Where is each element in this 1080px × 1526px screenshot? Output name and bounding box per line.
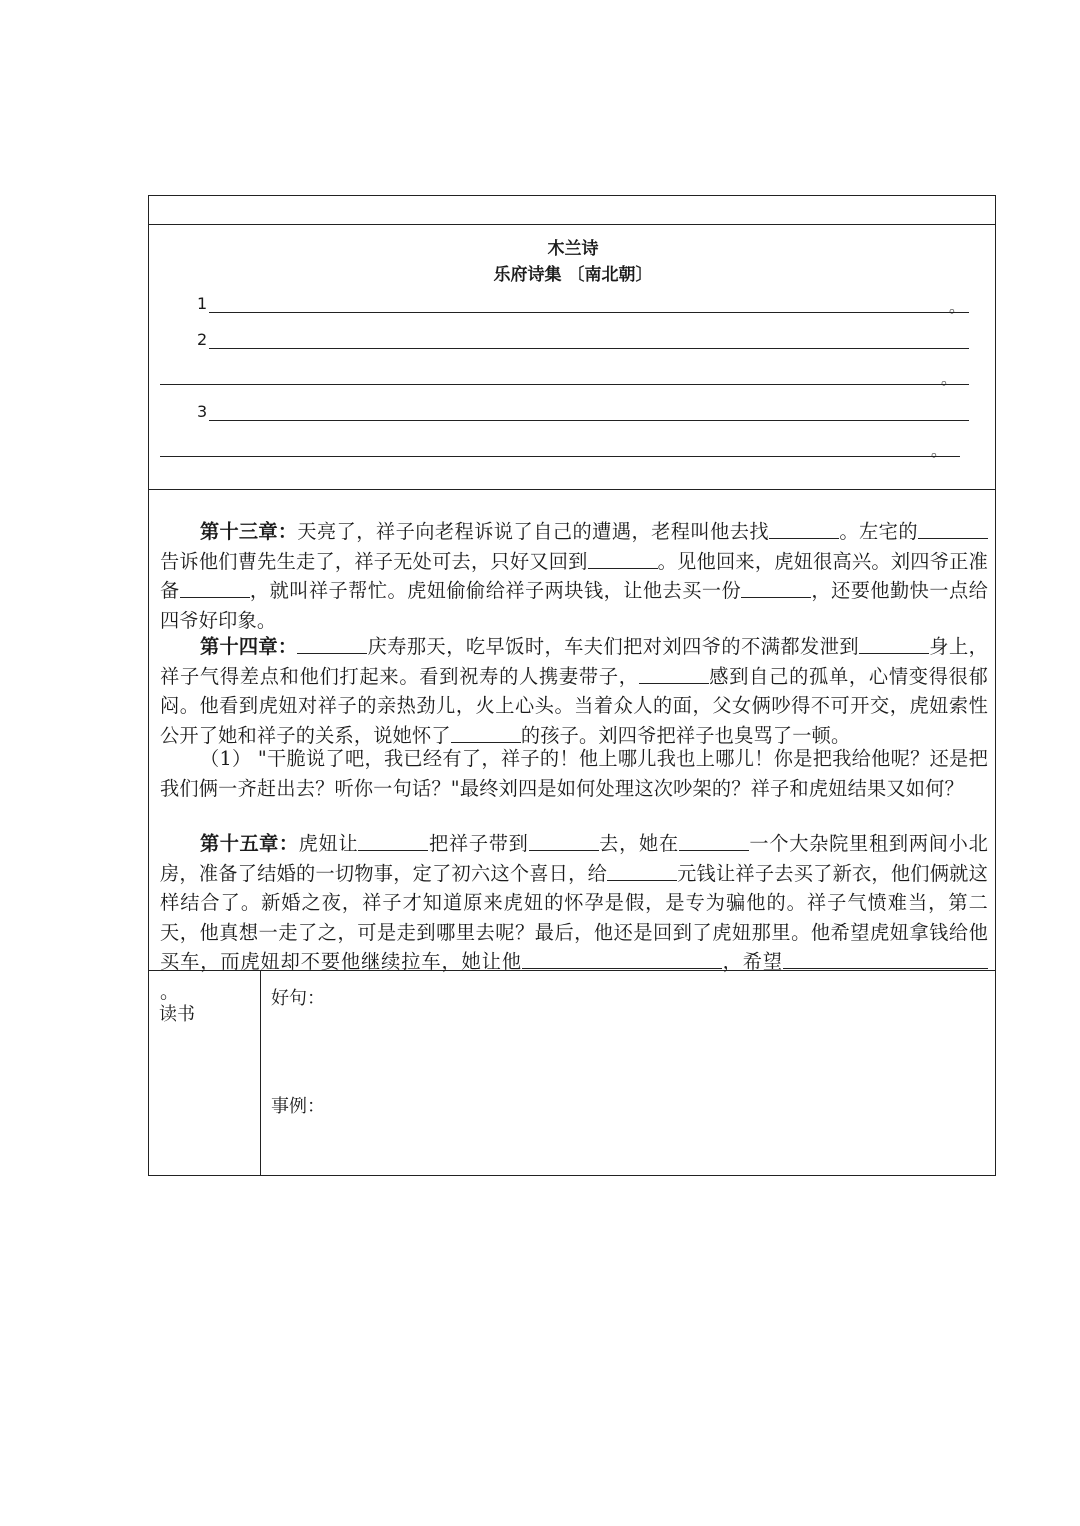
fill-blank[interactable] (529, 832, 599, 851)
poem-source: 乐府诗集 〔南北朝〕 (493, 265, 653, 285)
fill-blank[interactable] (679, 832, 749, 851)
paragraph-text: 的孩子。刘四爷把祥子也臭骂了一顿。 (520, 723, 851, 747)
fill-blank[interactable] (522, 950, 722, 969)
paragraph-text: ，还要他勤快一点给四爷好印象。 (160, 579, 988, 632)
chapter-heading: 第十四章： (200, 635, 298, 658)
period-mark: 。 (941, 369, 958, 388)
fill-blank[interactable] (741, 579, 811, 598)
chapter-13-paragraph (160, 517, 988, 635)
good-sentences-label: 好句： (271, 988, 325, 1009)
examples-label: 事例： (271, 1096, 325, 1117)
fill-blank[interactable] (588, 550, 658, 569)
fill-blank[interactable] (639, 665, 709, 684)
paragraph-text: 。 (160, 979, 180, 1003)
paragraph-text: 感到自己的孤单，心情变得很郁闷。他看到虎妞对祥子的亲热劲儿，火上心头。当着众人的面，父女俩吵得不可开交，虎妞索性公开了她和祥子的关系，说她怀了 (160, 664, 988, 747)
paragraph-text: 一个大杂院里租到两间小北房，准备了结婚的一切物事，定了初六这个喜日，给 (160, 832, 989, 885)
paragraph-text: 告诉他们曹先生走了，祥子无处可去，只好又回到 (160, 549, 588, 573)
reading-label: 读书 (159, 1004, 195, 1025)
paragraph-text: 。见他回来，虎妞很高兴。刘四爷正准备 (160, 549, 988, 602)
answer-number: 1 (197, 294, 208, 313)
period-mark: 。 (949, 297, 966, 316)
fill-blank[interactable] (451, 724, 521, 743)
fill-blank[interactable] (769, 520, 839, 539)
period-mark: 。 (931, 441, 948, 460)
row-divider (149, 489, 995, 490)
fill-blank[interactable] (918, 520, 988, 539)
chapter-14-paragraph (160, 632, 988, 750)
paragraph-text: 把祥子带到 (428, 832, 529, 855)
fill-blank[interactable] (783, 950, 988, 969)
discussion-question: （1） "干脆说了吧，我已经有了，祥子的！他上哪儿我也上哪儿！你是把我给他呢？还是把我们俩一齐赶出去？听你一句话？"最终刘四是如何处理这次吵架的？祥子和虎妞结果又如何？ (160, 747, 988, 800)
chapter-heading: 第十五章： (200, 832, 299, 855)
answer-line[interactable] (160, 384, 969, 385)
paragraph-text: 庆寿那天，吃早饭时，车夫们把对刘四爷的不满都发泄到 (367, 635, 860, 658)
paragraph-text: ，希望 (721, 950, 783, 973)
fill-blank[interactable] (180, 579, 250, 598)
chapter-15-paragraph (160, 829, 988, 1006)
answer-line[interactable] (160, 456, 960, 457)
answer-number: 2 (197, 330, 208, 349)
row-divider (149, 224, 995, 225)
paragraph-text: 虎妞让 (298, 832, 359, 855)
paragraph-text: ，就叫祥子帮忙。虎妞偷偷给祥子两块钱，让他去买一份 (249, 579, 742, 602)
paragraph-text: 身上，祥子气得差点和他们打起来。看到祝寿的人携妻带子， (160, 635, 989, 688)
answer-line[interactable] (209, 312, 969, 313)
fill-blank[interactable] (358, 832, 428, 851)
poem-title: 木兰诗 (547, 239, 599, 259)
chapter-heading: 第十三章： (200, 520, 298, 543)
fill-blank[interactable] (859, 635, 929, 654)
answer-line[interactable] (209, 348, 969, 349)
paragraph-text: 。左宅的 (839, 520, 918, 543)
fill-blank[interactable] (297, 635, 367, 654)
paragraph-text: 天亮了，祥子向老程诉说了自己的遭遇，老程叫他去找 (297, 520, 770, 543)
answer-number: 3 (197, 402, 208, 421)
paragraph-text: 元钱让祥子去买了新衣，他们俩就这样结合了。新婚之夜，祥子才知道原来虎妞的怀孕是假，是专为骗他的。祥子气愤难当，第二天，他真想一走了之，可是走到哪里去呢？最后，他还是回到了虎妞那里。他希望虎妞拿钱给他买车，而虎妞却不要他继续拉车，她让他 (160, 861, 988, 973)
paragraph-text: 去，她在 (598, 832, 679, 855)
answer-line[interactable] (209, 420, 969, 421)
fill-blank[interactable] (607, 862, 677, 881)
